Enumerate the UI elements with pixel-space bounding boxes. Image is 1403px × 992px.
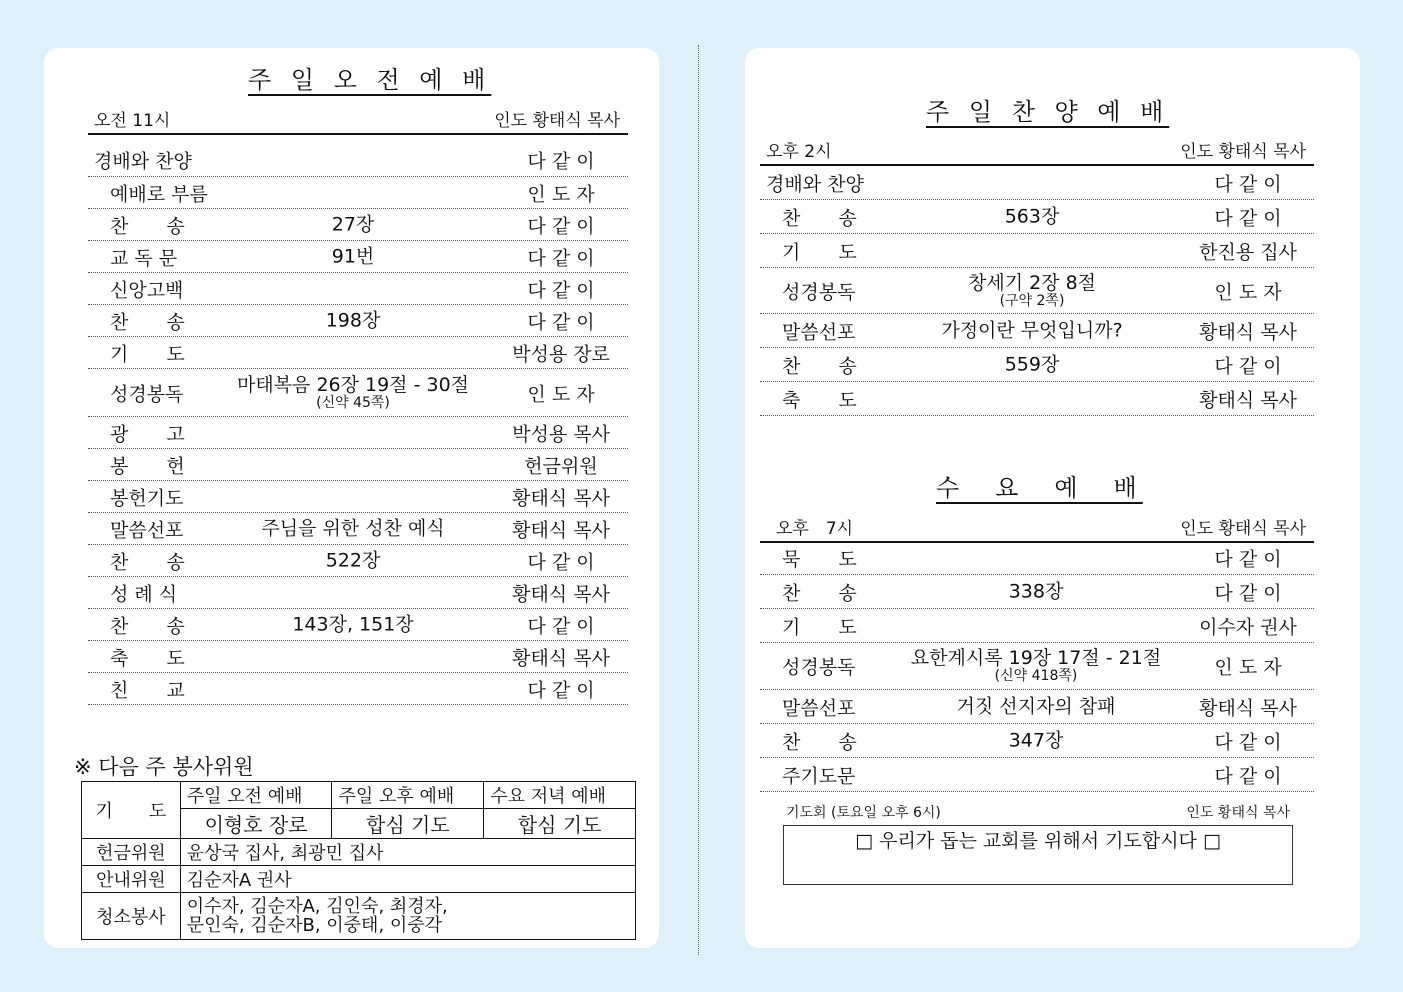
order-item-leader: 다 같 이 [527, 279, 595, 301]
order-item-name: 교 독 문 [110, 247, 178, 269]
order-item-detail: 마태복음 26장 19절 - 30절 (신약 45쪽) [236, 373, 470, 411]
wednesday-title: 수 요 예 배 [936, 474, 1143, 502]
order-item-name: 봉 헌 [110, 455, 185, 477]
order-item-name: 경배와 찬양 [94, 150, 192, 172]
order-item-detail: 가정이란 무엇입니까? [941, 319, 1123, 341]
order-item-leader: 다 같 이 [1214, 731, 1282, 753]
order-item-name: 성경봉독 [110, 383, 184, 405]
order-row [760, 724, 1314, 758]
order-item-leader: 한진용 집사 [1199, 241, 1297, 263]
order-item-name: 성경봉독 [782, 656, 856, 679]
service-leader: 인도 황태식 목사 [494, 111, 620, 131]
order-row [88, 305, 628, 337]
order-item-leader: 다 같 이 [1214, 173, 1282, 195]
order-item-leader: 다 같 이 [1214, 355, 1282, 377]
order-item-detail: 거짓 선지자의 참패 [956, 695, 1116, 717]
order-row [88, 481, 628, 513]
order-item-leader: 인 도 자 [1214, 281, 1282, 303]
order-item-leader: 인 도 자 [1214, 656, 1282, 679]
order-item-leader: 황태식 목사 [1199, 697, 1297, 719]
order-row [760, 382, 1314, 416]
order-item-detail: 91번 [331, 245, 375, 267]
service-time: 오후 7시 [776, 519, 854, 539]
order-item-leader: 황태식 목사 [512, 583, 610, 605]
order-row [760, 575, 1314, 609]
order-item-name: 찬 송 [110, 615, 185, 637]
order-item-name: 찬 송 [782, 207, 857, 229]
volunteers-heading: ※ 다음 주 봉사위원 [74, 755, 254, 779]
order-item-reference: (신약 45쪽) [316, 394, 390, 411]
prayer-label: 기 도 [82, 782, 181, 839]
sunday-morning-title: 주 일 오 전 예 배 [248, 66, 492, 94]
order-item-name: 찬 송 [782, 731, 857, 753]
order-row [760, 758, 1314, 792]
order-item-name: 봉헌기도 [110, 487, 184, 509]
prayer-person: 합심 기도 [332, 809, 484, 839]
order-item-leader: 황태식 목사 [512, 487, 610, 509]
order-row [88, 241, 628, 273]
prayer-meeting-label: 기도회 (토요일 오후 6시) [786, 805, 941, 821]
order-row [760, 314, 1314, 348]
order-row [760, 200, 1314, 234]
sunday-afternoon-order [760, 166, 1314, 416]
service-name: 주일 오전 예배 [180, 782, 332, 809]
service-name: 수요 저녁 예배 [484, 782, 636, 809]
order-row [760, 541, 1314, 575]
fold-divider [698, 45, 699, 955]
order-item-name: 기 도 [782, 241, 857, 263]
order-row [88, 609, 628, 641]
order-row [88, 177, 628, 209]
usher-label: 안내위원 [82, 866, 181, 893]
order-item-name: 찬 송 [782, 582, 857, 604]
service-leader: 인도 황태식 목사 [1180, 142, 1306, 162]
order-item-leader: 다 같 이 [1214, 548, 1282, 570]
order-item-leader: 박성용 목사 [512, 423, 610, 445]
order-item-detail: 563장 [1004, 205, 1060, 227]
order-item-detail: 창세기 2장 8절 (구약 2쪽) [967, 271, 1097, 309]
order-item-detail: 143장, 151장 [292, 613, 414, 635]
order-item-name: 찬 송 [110, 215, 185, 237]
order-item-leader: 다 같 이 [527, 311, 595, 333]
order-item-leader: 이수자 권사 [1199, 616, 1297, 638]
order-row [760, 643, 1314, 690]
service-name: 주일 오후 예배 [332, 782, 484, 809]
order-item-name: 말씀선포 [782, 697, 856, 719]
order-item-leader: 황태식 목사 [1199, 389, 1297, 411]
order-row [88, 417, 628, 449]
usher-members: 김순자A 권사 [180, 866, 635, 893]
order-row [760, 348, 1314, 382]
sunday-morning-header [88, 106, 628, 135]
order-row [88, 273, 628, 305]
order-row [88, 337, 628, 369]
order-row [88, 673, 628, 705]
order-row [88, 513, 628, 545]
order-row [760, 268, 1314, 314]
order-item-name: 찬 송 [110, 311, 185, 333]
order-item-name: 친 교 [110, 679, 185, 701]
sunday-afternoon-header [760, 137, 1314, 166]
order-item-leader: 박성용 장로 [512, 343, 610, 365]
wednesday-header [760, 514, 1314, 543]
order-item-name: 성 례 식 [110, 583, 178, 605]
order-item-detail: 주님을 위한 성찬 예식 [261, 517, 445, 539]
order-item-leader: 다 같 이 [1214, 207, 1282, 229]
service-time: 오전 11시 [94, 111, 171, 131]
order-row [88, 545, 628, 577]
order-item-leader: 다 같 이 [527, 215, 595, 237]
order-item-name: 축 도 [110, 647, 185, 669]
order-item-leader: 다 같 이 [527, 551, 595, 573]
order-row [760, 234, 1314, 268]
order-row [88, 143, 628, 177]
order-item-leader: 헌금위원 [524, 455, 598, 477]
sunday-afternoon-title: 주 일 찬 양 예 배 [926, 98, 1170, 126]
order-item-reference: (구약 2쪽) [999, 292, 1065, 309]
offering-members: 윤상국 집사, 최광민 집사 [180, 839, 635, 866]
order-item-detail: 27장 [331, 213, 375, 235]
cleaning-line: 이수자, 김순자A, 김인숙, 최경자, [186, 896, 448, 917]
order-item-name: 광 고 [110, 423, 185, 445]
order-item-detail: 559장 [1004, 353, 1060, 375]
order-item-leader: 황태식 목사 [1199, 321, 1297, 343]
order-row [760, 690, 1314, 724]
order-item-name: 축 도 [782, 389, 857, 411]
order-item-detail: 522장 [325, 549, 381, 571]
order-item-name: 성경봉독 [782, 281, 856, 303]
prayer-meeting-header [786, 802, 1290, 822]
prayer-request-text: □ 우리가 돕는 교회를 위해서 기도합시다 □ [855, 830, 1221, 852]
order-item-leader: 인 도 자 [527, 383, 595, 405]
order-item-reference: (신약 418쪽) [994, 668, 1078, 684]
prayer-person: 이형호 장로 [180, 809, 332, 839]
order-item-leader: 황태식 목사 [512, 519, 610, 541]
order-item-name: 주기도문 [782, 765, 856, 787]
order-item-leader: 다 같 이 [1214, 582, 1282, 604]
cleaning-label: 청소봉사 [82, 893, 181, 940]
order-item-detail: 338장 [1008, 580, 1064, 602]
prayer-meeting-leader: 인도 황태식 목사 [1186, 805, 1290, 821]
order-item-name: 말씀선포 [110, 519, 184, 541]
order-item-detail: 347장 [1008, 729, 1064, 751]
order-item-leader: 다 같 이 [527, 615, 595, 637]
order-row [760, 166, 1314, 200]
cleaning-members [180, 893, 635, 940]
order-row [88, 641, 628, 673]
order-row [88, 209, 628, 241]
order-item-name: 묵 도 [782, 548, 857, 570]
order-row [88, 577, 628, 609]
service-time: 오후 2시 [766, 142, 832, 162]
offering-label: 헌금위원 [82, 839, 181, 866]
cleaning-line: 문인숙, 김순자B, 이중태, 이중각 [186, 915, 443, 936]
order-item-leader: 다 같 이 [527, 679, 595, 701]
order-item-detail: 198장 [325, 309, 381, 331]
order-item-name: 경배와 찬양 [766, 173, 864, 195]
service-leader: 인도 황태식 목사 [1180, 519, 1306, 539]
wednesday-order [760, 541, 1314, 792]
order-item-name: 신앙고백 [110, 279, 184, 301]
order-row [760, 609, 1314, 643]
order-item-name: 기 도 [782, 616, 857, 638]
order-item-detail: 요한계시록 19장 17절 - 21절 (신약 418쪽) [910, 647, 1162, 684]
order-row [88, 369, 628, 417]
order-item-leader: 황태식 목사 [512, 647, 610, 669]
order-item-leader: 다 같 이 [527, 150, 595, 172]
order-item-leader: 인 도 자 [527, 183, 595, 205]
order-item-name: 말씀선포 [782, 321, 856, 343]
prayer-person: 합심 기도 [484, 809, 636, 839]
order-item-leader: 다 같 이 [527, 247, 595, 269]
order-item-name: 찬 송 [782, 355, 857, 377]
order-item-name: 예배로 부름 [110, 183, 208, 205]
sunday-morning-order [88, 143, 628, 705]
order-item-name: 기 도 [110, 343, 185, 365]
order-item-name: 찬 송 [110, 551, 185, 573]
order-row [88, 449, 628, 481]
prayer-request-box [783, 825, 1293, 885]
order-item-leader: 다 같 이 [1214, 765, 1282, 787]
volunteers-table [81, 781, 636, 940]
